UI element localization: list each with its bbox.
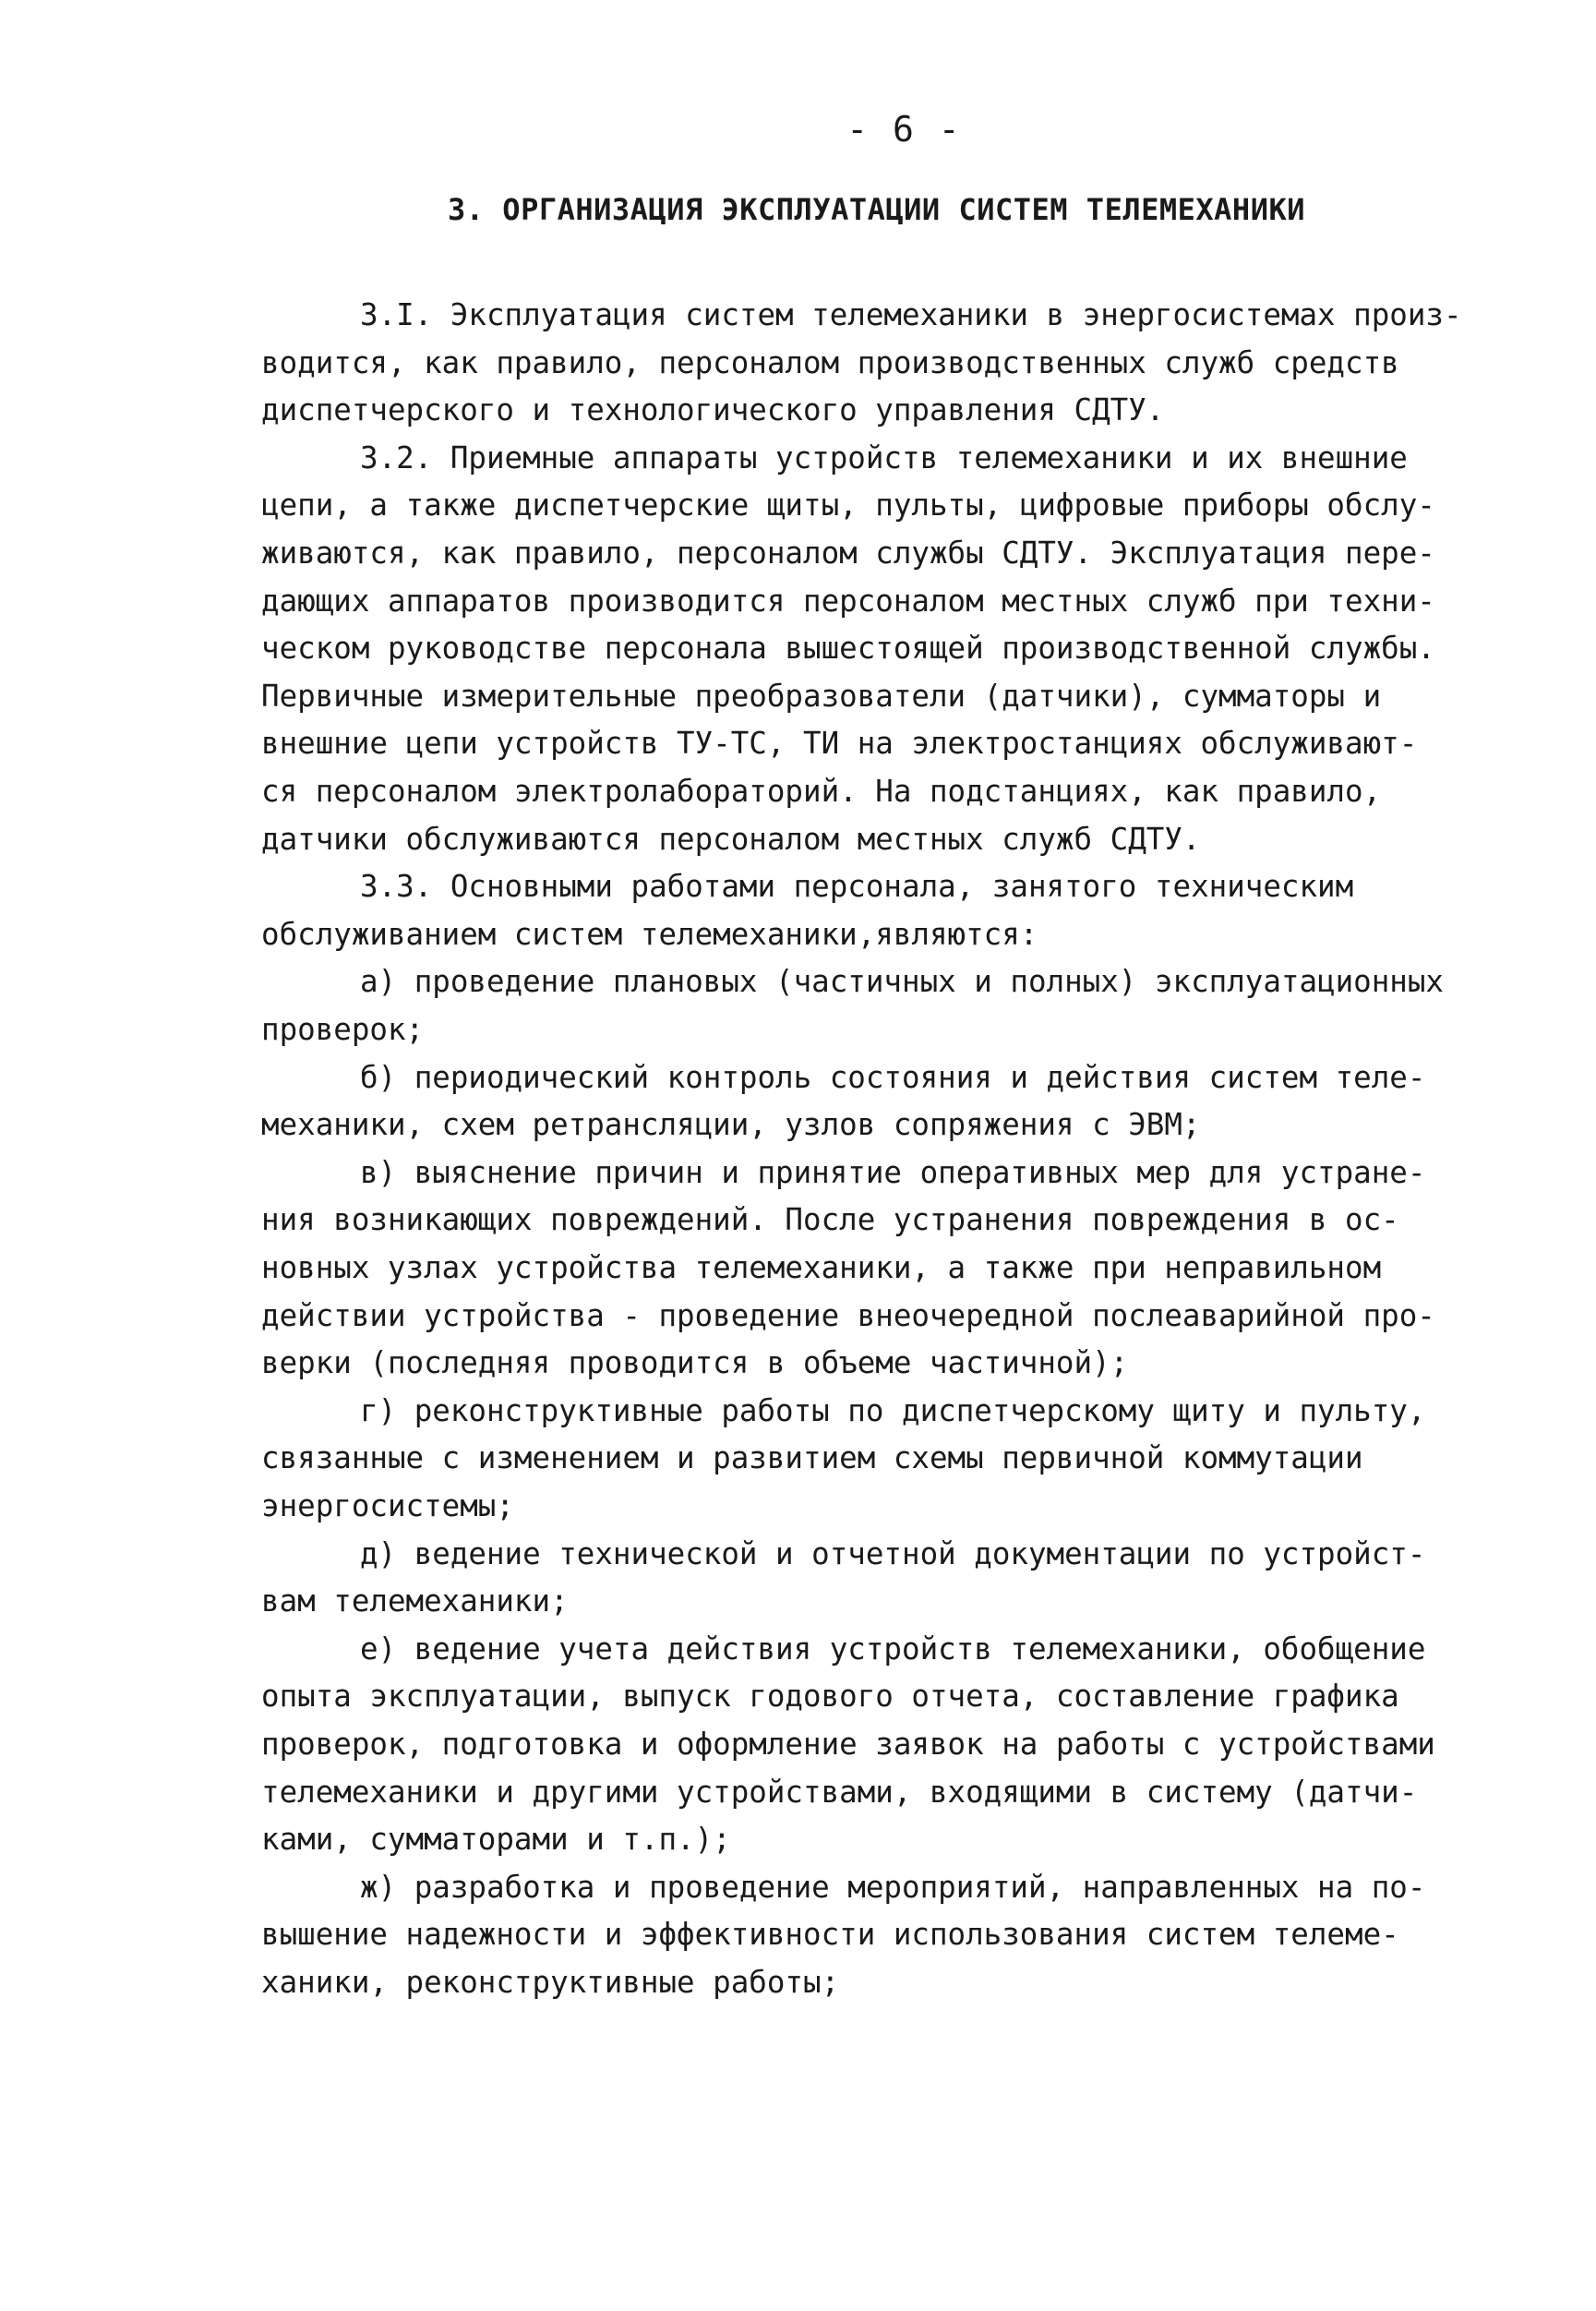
page-number: - 6 - xyxy=(846,109,962,150)
text-line: в) выяснение причин и принятие оперативных мер для устране- xyxy=(360,1154,1426,1190)
text-line: проверок, подготовка и оформление заявок на работы с устройствами xyxy=(261,1727,1435,1762)
text-line: ханики, реконструктивные работы; xyxy=(261,1965,840,2000)
text-line: ками, сумматорами и т.п.); xyxy=(261,1822,731,1858)
text-line: обслуживанием систем телемеханики,являются: xyxy=(261,916,1038,952)
text-line: цепи, а также диспетчерские щиты, пульты, цифровые приборы обслу- xyxy=(261,487,1435,524)
text-line: д) ведение технической и отчетной документации по устройст- xyxy=(360,1535,1426,1571)
text-line: телемеханики и другими устройствами, входящими в систему (датчи- xyxy=(261,1774,1418,1810)
text-line: ния возникающих повреждений. После устранения повреждения в ос- xyxy=(261,1202,1399,1238)
text-line: г) реконструктивные работы по диспетчерскому щиту и пульту, xyxy=(360,1392,1426,1428)
text-line: водится, как правило, персоналом производственных служб средств xyxy=(261,344,1399,380)
text-line: дающих аппаратов производится персоналом местных служб при техни- xyxy=(261,583,1435,619)
text-line: механики, схем ретрансляции, узлов сопряжения с ЭВМ; xyxy=(261,1107,1201,1143)
text-line: а) проведение плановых (частичных и полных) эксплуатационных xyxy=(360,964,1444,1000)
text-line: б) периодический контроль состояния и действия систем теле- xyxy=(360,1059,1426,1095)
text-line: датчики обслуживаются персоналом местных служб СДТУ. xyxy=(261,821,1201,857)
text-line: проверок; xyxy=(261,1012,425,1047)
text-line: внешние цепи устройств ТУ-ТС, ТИ на электростанциях обслуживают- xyxy=(261,726,1418,762)
text-line: диспетчерского и технологического управления СДТУ. xyxy=(261,392,1165,428)
text-line: 3.3. Основными работами персонала, занятого техническим xyxy=(360,869,1354,905)
text-line: новных узлах устройства телемеханики, а также при неправильном xyxy=(261,1250,1382,1285)
text-line: ж) разработка и проведение мероприятий, направленных на по- xyxy=(360,1869,1426,1905)
text-line: вышение надежности и эффективности использования систем телеме- xyxy=(261,1917,1399,1953)
text-line: ческом руководстве персонала вышестоящей производственной службы. xyxy=(261,631,1435,667)
text-line: верки (последняя проводится в объеме частичной); xyxy=(261,1345,1129,1381)
text-line: е) ведение учета действия устройств телемеханики, обобщение xyxy=(360,1631,1426,1667)
text-line: Первичные измерительные преобразователи (датчики), сумматоры и xyxy=(261,678,1382,714)
text-line: ся персоналом электролабораторий. На подстанциях, как правило, xyxy=(261,774,1382,809)
text-line: связанные с изменением и развитием схемы первичной коммутации xyxy=(261,1440,1363,1476)
text-line: энергосистемы; xyxy=(261,1488,514,1523)
text-line: живаются, как правило, персоналом службы СДТУ. Эксплуатация пере- xyxy=(261,536,1435,571)
text-line: 3.I. Эксплуатация систем телемеханики в энергосистемах произ- xyxy=(360,297,1462,332)
text-line: опыта эксплуатации, выпуск годового отчета, составление графика xyxy=(261,1679,1399,1715)
text-line: действии устройства - проведение внеочередной послеаварийной про- xyxy=(261,1297,1435,1333)
text-line: вам телемеханики; xyxy=(261,1583,569,1619)
section-heading: 3. ОРГАНИЗАЦИЯ ЭКСПЛУАТАЦИИ СИСТЕМ ТЕЛЕМЕХАНИКИ xyxy=(448,192,1305,227)
text-line: 3.2. Приемные аппараты устройств телемеханики и их внешние xyxy=(360,439,1408,475)
